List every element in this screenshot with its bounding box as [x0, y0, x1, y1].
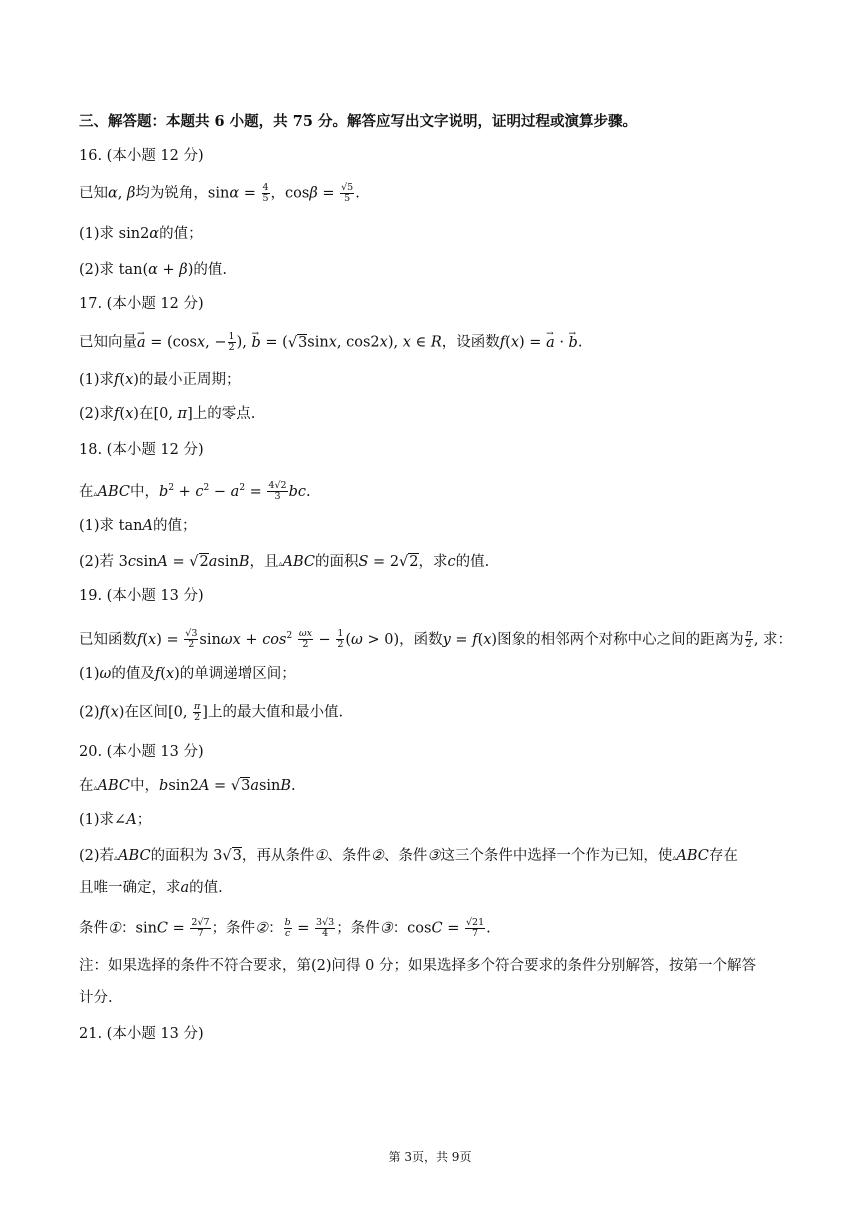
question-20-part-1: (1)求∠A； — [79, 812, 152, 828]
question-18-part-1: (1)求 tanA的值； — [79, 518, 197, 534]
question-20-note-line-1: 注：如果选择的条件不符合要求，第(2)问得 0 分；如果选择多个符合要求的条件分别解答，按第一个解答 — [79, 958, 756, 974]
question-20-note-line-2: 计分. — [79, 990, 113, 1006]
question-16-stem: 已知α, β均为锐角，sinα = $\frac{4}{5}$ ，cosβ = $\frac{√5}{5}$ . — [79, 182, 360, 204]
question-18-part-2: (2)若 3csinA = √2asinB，且▵ABC的面积S = 2√2，求c的值. — [79, 554, 490, 570]
question-16-part-2: (2)求 tan(α + β)的值. — [79, 262, 227, 278]
question-17-title: 17. (本小题 12 分) — [79, 296, 204, 312]
question-20-stem: 在▵ABC中，bsin2A = √3asinB. — [79, 778, 296, 794]
question-17-part-2: (2)求f(x)在[0, π]上的零点. — [79, 406, 256, 422]
question-21-title: 21. (本小题 13 分) — [79, 1026, 204, 1042]
question-19-part-1: (1)ω的值及f(x)的单调递增区间； — [79, 666, 296, 682]
question-19-stem: 已知函数f(x) = $\frac{√3}{2}$ $\sin\omega x + \cos^2$ $\frac{\omega x}{2}$ − $\frac{1}{2}$ (ω > 0)，函数y = f(x)图象的相邻两个对称中心之间的距离为 $\frac{\pi}{2}$ , 求： — [79, 628, 793, 651]
section-header: 三、解答题：本题共 6 小题，共 75 分。解答应写出文字说明，证明过程或演算步骤。 — [79, 113, 637, 130]
question-20-part-2-line-1: (2)若▵ABC的面积为 3√3，再从条件①、条件②、条件③这三个条件中选择一个作为已知，使▵ABC存在 — [79, 848, 738, 864]
question-16-part-1: (1)求 sin2α的值； — [79, 226, 203, 242]
question-20-title: 20. (本小题 13 分) — [79, 744, 204, 760]
question-19-part-2: (2)f(x)在区间[0, $\frac{\pi}{2}$ ]上的最大值和最小值. — [79, 701, 344, 723]
question-17-part-1: (1)求f(x)的最小正周期； — [79, 372, 241, 388]
question-18-stem: 在▵ABC中，$b^2 + c^2 - a^2$ = $\frac{4√2}{3}$ bc. — [79, 480, 311, 503]
question-20-part-2-line-2: 且唯一确定，求a的值. — [79, 880, 223, 896]
question-16-title: 16. (本小题 12 分) — [79, 148, 204, 164]
question-20-conditions: 条件①：sinC = $\frac{2√7}{7}$ ；条件②： $\frac{b}{c}$ = $\frac{3√3}{4}$ ；条件③：cosC = $\frac{√21}{7}$ . — [79, 917, 491, 939]
question-18-title: 18. (本小题 12 分) — [79, 442, 204, 458]
page-footer: 第 3页，共 9页 — [388, 1150, 472, 1164]
question-19-title: 19. (本小题 13 分) — [79, 588, 204, 604]
question-17-stem: 已知向量→ a = (cosx, − $\frac{1}{2}$ ), → b = (√3sinx, cos2x), x ∈ R，设函数f(x) = → a · → b. — [79, 332, 582, 353]
